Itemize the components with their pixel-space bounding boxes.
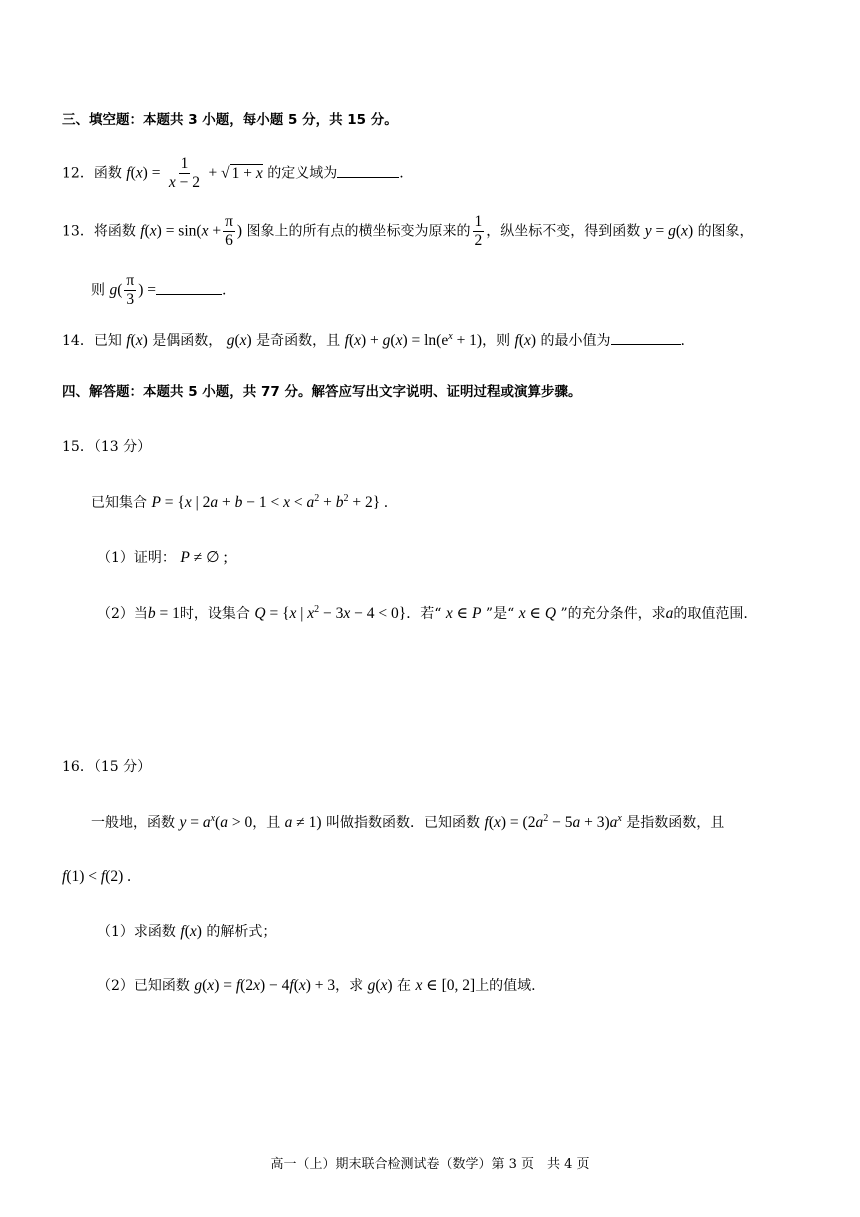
q16-inequality: f(1) < f(2) . [62, 868, 132, 885]
question-13-mid: 图象上的所有点的横坐标变为原来的 [246, 223, 471, 240]
q16-g-def: g(x) = f(2x) − 4f(x) + 3 [194, 977, 336, 994]
question-16-part-1 [97, 922, 276, 942]
q14-g: g(x) [226, 332, 252, 349]
question-15-part-1 [97, 548, 228, 568]
question-14-t4: ，则 [482, 333, 511, 349]
q16-f-def: $f(x) = (2a^2 - 5a + 3)a^x$ [484, 813, 622, 831]
question-13-end: . [221, 282, 227, 299]
question-12-suffix: 的定义域为 [267, 165, 338, 182]
q15-b-eq-1: b = 1 [147, 605, 180, 622]
q15-a: a [665, 605, 674, 622]
q16-exp-def: $y = a^x(a > 0$ [179, 813, 253, 831]
q15-part2-t4: ”的充分条件，求 [560, 606, 666, 622]
q15-part1-formula: P ≠ ∅ ; [180, 549, 228, 566]
question-13-line-2: 则 g( $\frac{\pi}{3}$ ) = . [91, 272, 227, 308]
answer-blank-12[interactable] [337, 176, 399, 178]
q14-f: f(x) [126, 332, 148, 349]
q16-stem-t2: ，且 [252, 815, 281, 831]
question-13-mid2: ，纵坐标不变，得到函数 [486, 223, 641, 240]
q13-formula-g: y = g(x) [644, 222, 694, 240]
q16-stem-t1: 一般地，函数 [91, 815, 175, 831]
page-footer: 高一（上）期末联合检测试卷（数学）第 3 页 共 4 页 [270, 1157, 590, 1172]
q16-interval: x ∈ [0, 2] [415, 977, 476, 994]
answer-blank-14[interactable] [611, 343, 681, 345]
question-14-end: . [680, 333, 685, 349]
section-3-heading: 三、填空题：本题共 3 小题，每小题 5 分，共 15 分。 [62, 112, 398, 128]
question-13: 13．将函数 f(x) = sin(x + $\frac{\pi}{6}$ ) 图象上的所有点的横坐标变为原来的 $\frac{1}{2}$ ，纵坐标不变，得到函数 y = g(x) 的图象， [62, 213, 754, 249]
question-14-t5: 的最小值为 [540, 333, 611, 349]
question-13-prefix: 将函数 [93, 223, 136, 240]
question-12-end: . [399, 165, 404, 182]
q16-part2-t1: ，求 [335, 978, 364, 994]
q15-part2-label: （2）当 [97, 606, 148, 622]
q14-equation: $f(x) + g(x) = \ln(e^x + 1)$ [344, 331, 483, 349]
question-13-number: 13． [62, 223, 94, 240]
q15-stem-prefix: 已知集合 [91, 495, 147, 511]
question-16-stem-line-2 [62, 867, 131, 887]
q13-formula-g-pi-3: g( [109, 281, 123, 299]
q15-part1-label: （1）证明： [97, 550, 176, 566]
q15-set-p: P = {x | $2a + b - 1 < x < a^2 + b^2 + 2$} . [151, 493, 388, 511]
question-12 [62, 155, 404, 192]
q13-formula-f: f(x) = sin(x + [140, 222, 222, 240]
q15-part2-t2: ．若“ [406, 606, 442, 622]
q14-f-2: f(x) [514, 332, 537, 349]
question-15-stem [91, 493, 388, 513]
q13-fraction-pi-3: $\frac{\pi}{3}$ [126, 272, 135, 308]
q16-part2-t2: 在 [397, 978, 412, 994]
q15-part2-t1: 时，设集合 [179, 606, 250, 622]
q16-part1-label: （1）求函数 [97, 924, 176, 940]
question-16-header: 16．（15 分） [62, 759, 152, 775]
q13-fraction-half: $\frac{1}{2}$ [474, 213, 483, 249]
q16-a-ne-1: a ≠ 1) [284, 814, 322, 831]
question-16-part-2 [97, 976, 536, 996]
q15-set-q: Q = {x | $x^2 - 3x - 4 < 0$} [254, 604, 407, 622]
q12-fraction: $\frac{1}{x - 2}$ [168, 155, 201, 191]
question-14 [62, 331, 685, 351]
q12-sqrt: + √ 1 + x [208, 164, 263, 182]
question-16-stem [91, 813, 724, 833]
q15-part2-t5: 的取值范围. [673, 606, 748, 622]
answer-blank-13[interactable] [156, 293, 222, 295]
q16-g: g(x) [367, 977, 393, 994]
q16-stem-t3: 叫做指数函数．已知函数 [326, 815, 481, 831]
question-14-t3: 是奇函数，且 [256, 333, 341, 349]
q15-x-in-p: x ∈ P [445, 605, 482, 622]
q16-part2-label: （2）已知函数 [97, 978, 190, 994]
q13-fraction-pi-6: $\frac{\pi}{6}$ [225, 213, 233, 249]
question-15-header: 15．（13 分） [62, 439, 152, 455]
question-12-prefix: 函数 [93, 165, 122, 182]
q15-part2-t3: ”是“ [485, 606, 515, 622]
question-13-end1: 的图象， [697, 223, 754, 240]
question-12-number: 12． [62, 165, 94, 182]
question-14-number: 14． [62, 333, 94, 349]
section-4-heading: 四、解答题：本题共 5 小题，共 77 分。解答应写出文字说明、证明过程或演算步骤。 [62, 384, 582, 400]
question-13-line2-prefix: 则 [91, 282, 105, 299]
q12-formula-lhs: f(x) = [126, 164, 161, 182]
q16-part1-f: f(x) [180, 923, 202, 940]
question-14-t1: 已知 [93, 333, 122, 349]
q15-x-in-q: x ∈ Q [518, 605, 557, 622]
question-15-part-2 [97, 604, 748, 624]
q16-part1-end: 的解析式； [206, 924, 277, 940]
q16-part2-t3: 上的值域. [475, 978, 536, 994]
q16-stem-t4: 是指数函数，且 [626, 815, 725, 831]
question-14-t2: 是偶函数， [152, 333, 223, 349]
